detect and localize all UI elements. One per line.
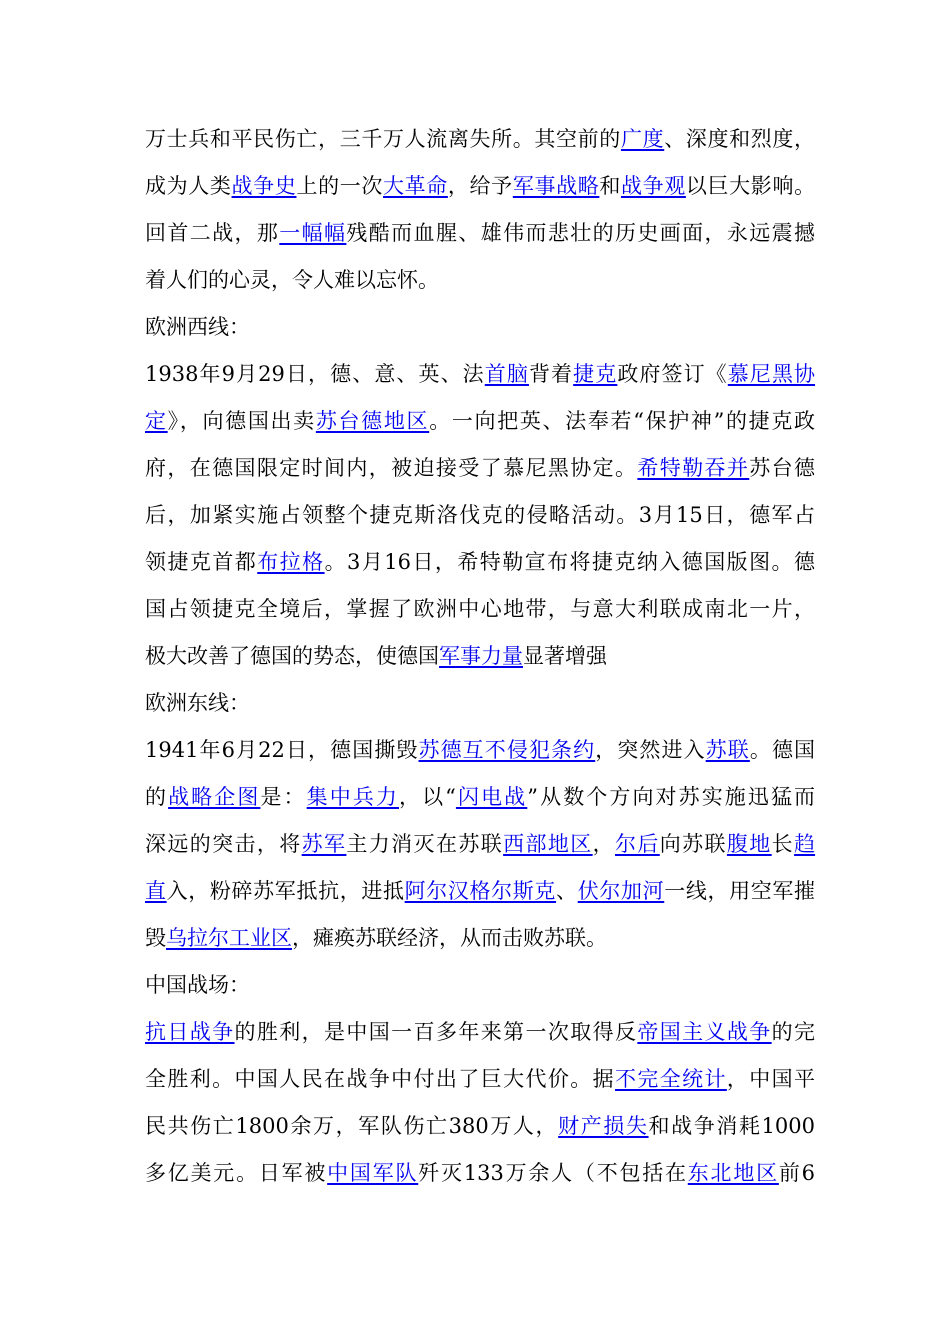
text-segment: ，突然进入 [595,738,706,762]
hyperlink[interactable]: 尔后 [615,832,660,856]
text-line [145,1056,815,1103]
hyperlink[interactable]: 苏台德地区 [315,409,430,433]
text-line [145,1103,815,1150]
hyperlink[interactable]: 西部地区 [503,832,593,856]
text-segment: 深远的突击，将 [145,832,302,856]
text-line [145,915,815,962]
text-line [145,727,815,774]
text-segment: 、深度和烈度， [664,127,816,151]
text-segment: 残酷而血腥、雄伟而悲壮的历史画面，永远震撼 [346,221,816,245]
text-segment: 》，向德国出卖 [167,409,316,433]
text-segment: 是： [260,785,307,809]
hyperlink[interactable]: 希特勒吞并 [637,456,750,480]
text-segment: ， [592,832,615,856]
hyperlink[interactable]: 中国军队 [327,1161,419,1185]
hyperlink[interactable]: 军事力量 [439,644,523,668]
text-segment: ，给予 [447,174,513,198]
line-content [145,1103,815,1150]
hyperlink[interactable]: 慕尼黑协 [727,362,816,386]
hyperlink[interactable]: 大革命 [383,174,448,198]
text-segment: 入，粉碎苏军抵抗，进抵 [166,879,405,903]
text-line [145,633,815,680]
hyperlink[interactable]: 定 [145,409,168,433]
text-segment: 苏台德 [749,456,816,480]
text-segment: ，瘫痪苏联经济，从而击败苏联。 [292,926,607,950]
text-segment: 背着 [528,362,574,386]
text-segment: 政府签订《 [617,362,728,386]
hyperlink[interactable]: 不完全统计 [614,1067,727,1091]
line-content [145,586,815,633]
text-segment: 、 [556,879,578,903]
text-segment: 的完 [771,1020,816,1044]
text-line [145,586,815,633]
hyperlink[interactable]: 战争史 [231,174,297,198]
text-segment: 领捷克首都 [145,550,258,574]
hyperlink[interactable]: 集中兵力 [306,785,399,809]
line-content [145,539,815,586]
line-content [145,821,815,868]
line-content [145,926,607,950]
text-segment: 毁 [145,926,166,950]
line-content [145,492,815,539]
line-content [145,1150,815,1197]
text-line [145,445,815,492]
text-line [145,398,815,445]
line-content [145,973,250,997]
hyperlink[interactable]: 苏联 [705,738,750,762]
hyperlink[interactable]: 首脑 [484,362,529,386]
line-content [145,727,815,774]
hyperlink[interactable]: 东北地区 [687,1161,779,1185]
text-line [145,116,815,163]
text-segment: 和战争消耗1000 [648,1114,815,1138]
text-segment: ，以“ [399,785,456,809]
text-segment: 着人们的心灵，令人难以忘怀。 [145,268,439,292]
text-line [145,680,815,727]
text-line [145,492,815,539]
hyperlink[interactable]: 乌拉尔工业区 [166,926,292,950]
text-line [145,774,815,821]
hyperlink[interactable]: 布拉格 [257,550,325,574]
text-segment: 欧洲东线： [145,691,250,715]
hyperlink[interactable]: 腹地 [726,832,772,856]
line-content [145,644,607,668]
line-content [145,351,815,398]
hyperlink[interactable]: 抗日战争 [145,1020,235,1044]
line-content [145,774,815,821]
line-content [145,691,250,715]
hyperlink[interactable]: 帝国主义战争 [637,1020,772,1044]
text-segment: 一线，用空军摧 [664,879,816,903]
text-segment: 后，加紧实施占领整个捷克斯洛伐克的侵略活动。3月15日，德军占 [145,503,815,527]
text-segment: 1941年6月22日，德国撕毁 [145,738,419,762]
line-content [145,268,439,292]
text-segment: 1938年9月29日，德、意、英、法 [145,362,485,386]
text-line [145,821,815,868]
text-segment: 以巨大影响。 [685,174,816,198]
text-segment: 成为人类 [145,174,232,198]
text-segment: 的胜利，是中国一百多年来第一次取得反 [234,1020,638,1044]
hyperlink[interactable]: 苏军 [301,832,347,856]
text-segment: 万士兵和平民伤亡，三千万人流离失所。其空前的 [145,127,621,151]
text-segment: 长 [771,832,795,856]
text-segment: 中国战场： [145,973,250,997]
line-content [145,398,815,445]
hyperlink[interactable]: 捷克 [573,362,618,386]
text-line [145,257,815,304]
text-segment: 和 [599,174,621,198]
hyperlink[interactable]: 直 [145,879,167,903]
hyperlink[interactable]: 趋 [794,832,816,856]
text-line [145,868,815,915]
text-segment: 显著增强 [523,644,607,668]
text-line [145,539,815,586]
text-segment: 国占领捷克全境后，掌握了欧洲中心地带，与意大利联成南北一片， [145,597,815,621]
hyperlink[interactable]: 战略企图 [168,785,261,809]
line-content [145,315,250,339]
line-content [145,868,815,915]
text-segment: 极大改善了德国的势态，使德国 [145,644,439,668]
text-segment: 回首二战，那 [145,221,280,245]
text-segment: 向苏联 [659,832,727,856]
hyperlink[interactable]: 闪电战 [455,785,528,809]
text-segment: 。3月16日，希特勒宣布将捷克纳入德国版图。德 [324,550,816,574]
hyperlink[interactable]: 伏尔加河 [577,879,665,903]
text-segment: 。一向把英、法奉若“保护神”的捷克政 [429,409,816,433]
text-segment: 歼灭133万余人（不包括在 [418,1161,688,1185]
text-segment: 前6 [778,1161,815,1185]
text-line [145,210,815,257]
text-segment: 多亿美元。日军被 [145,1161,328,1185]
line-content [145,210,815,257]
text-segment: ，中国平 [726,1067,816,1091]
line-content [145,445,815,492]
text-line [145,351,815,398]
hyperlink[interactable]: 战争观 [621,174,686,198]
line-content [145,1056,815,1103]
line-content [145,163,815,210]
hyperlink[interactable]: 阿尔汉格尔斯克 [404,879,557,903]
text-line [145,1009,815,1056]
line-content [145,116,815,163]
text-segment: 府，在德国限定时间内，被迫接受了慕尼黑协定。 [145,456,638,480]
hyperlink[interactable]: 苏德互不侵犯条约 [418,738,596,762]
hyperlink[interactable]: 一幅幅 [279,221,347,245]
text-segment: 。德国 [749,738,816,762]
text-segment: 主力消灭在苏联 [346,832,504,856]
text-line [145,304,815,351]
text-segment: 民共伤亡1800余万，军队伤亡380万人， [145,1114,559,1138]
text-segment: ”从数个方向对苏实施迅猛而 [527,785,816,809]
text-segment: 上的一次 [296,174,383,198]
hyperlink[interactable]: 军事战略 [512,174,600,198]
text-line [145,962,815,1009]
hyperlink[interactable]: 财产损失 [558,1114,649,1138]
text-line [145,1150,815,1197]
line-content [145,1009,815,1056]
text-line [145,163,815,210]
hyperlink[interactable]: 广度 [620,127,665,151]
text-segment: 全胜利。中国人民在战争中付出了巨大代价。据 [145,1067,615,1091]
text-segment: 的 [145,785,169,809]
text-segment: 欧洲西线： [145,315,250,339]
document-body [145,116,815,1197]
